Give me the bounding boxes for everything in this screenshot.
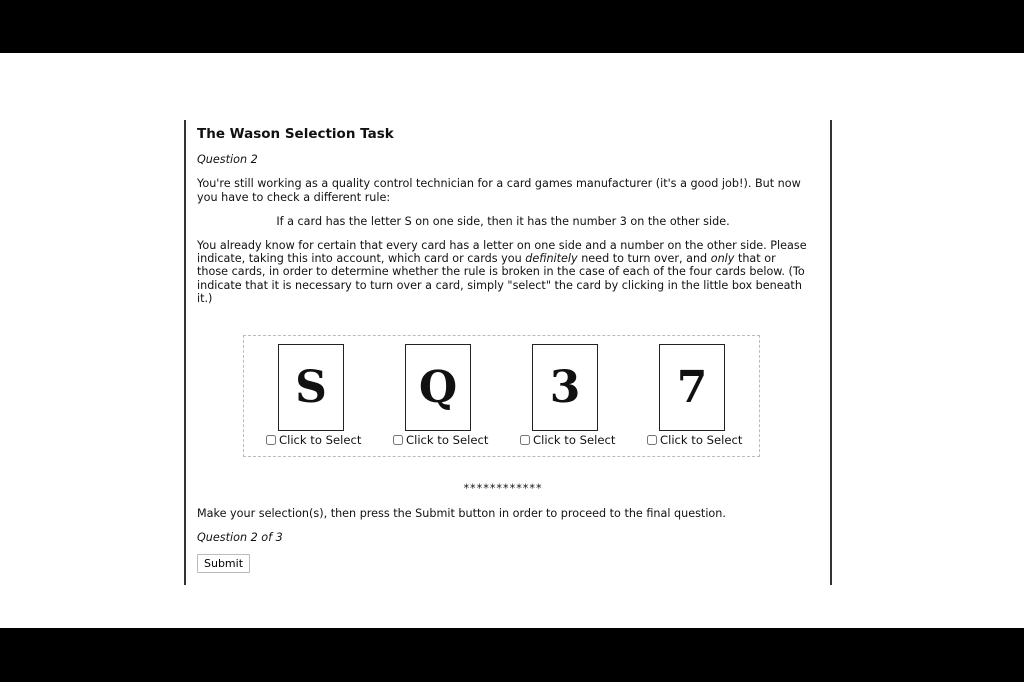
rule-text: If a card has the letter S on one side, then it has the number 3 on the other side. bbox=[276, 214, 730, 228]
instructions-part2: need to turn over, and bbox=[577, 252, 711, 266]
intro-text: You're still working as a quality control technician for a card games manufacturer (it's a good job!). But now you have to check a different rule: bbox=[197, 177, 801, 204]
page-title: The Wason Selection Task bbox=[197, 126, 394, 142]
instructions-part1: You already know for certain that every card has a letter on one side and a number on the other side. Please indicate, taking this into account, which card or cards you bbox=[197, 239, 807, 266]
question-label: Question 2 bbox=[197, 153, 258, 167]
task-footer bbox=[197, 120, 809, 585]
card-s: S bbox=[278, 344, 344, 431]
card-7-select-label: Click to Select bbox=[660, 433, 743, 447]
instructions-emphasis-only: only bbox=[710, 252, 735, 266]
card-s-select-label: Click to Select bbox=[279, 433, 362, 447]
submit-button[interactable]: Submit bbox=[197, 554, 250, 573]
card-q: Q bbox=[405, 344, 471, 431]
task-panel bbox=[184, 120, 832, 585]
question-progress: Question 2 of 3 bbox=[197, 531, 283, 544]
card-7: 7 bbox=[659, 344, 725, 431]
page-viewport bbox=[0, 53, 1024, 628]
instructions-part3: that or those cards, in order to determine whether the rule is broken in the case of each of the four cards below. (To indicate that it is necessary to turn over a card, simply "select" the card by clicking in the little box beneath it.) bbox=[197, 252, 805, 305]
card-3-select-label: Click to Select bbox=[533, 433, 616, 447]
separator: ************ bbox=[463, 482, 543, 495]
instructions-emphasis-definitely: definitely bbox=[525, 252, 578, 266]
card-3: 3 bbox=[532, 344, 598, 431]
card-q-select-label: Click to Select bbox=[406, 433, 489, 447]
closing-text: Make your selection(s), then press the Submit button in order to proceed to the final question. bbox=[197, 507, 726, 520]
